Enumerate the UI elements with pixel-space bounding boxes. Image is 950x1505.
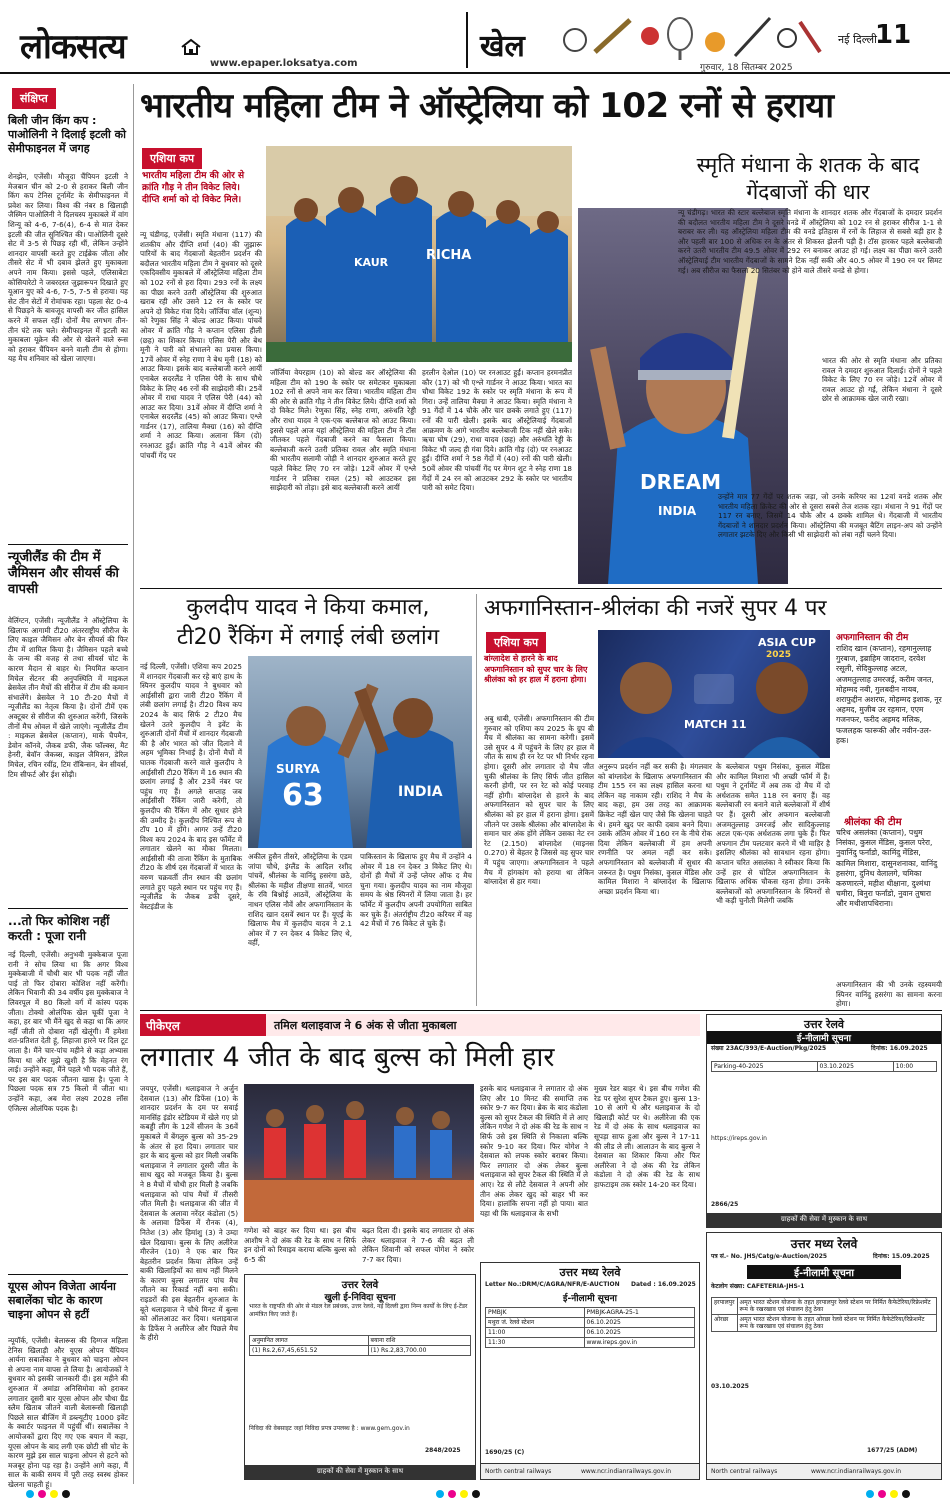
ncr-auction-ad-2 — [706, 1232, 942, 1480]
table-cell: हरपालपुर — [712, 1298, 738, 1315]
tender-footer[interactable]: निविदा की वेबसाइट जहां निविदा प्रपत्र उपलब्ध है : www.gem.gov.in — [249, 1425, 410, 1432]
auction-title: ई-नीलामी सूचना — [707, 1031, 941, 1044]
railway-name: उत्तर रेलवे — [341, 1280, 379, 1291]
kabaddi-photo[interactable] — [244, 1084, 474, 1222]
tender-table — [249, 1335, 471, 1356]
pkl-subhead-box — [266, 1014, 700, 1036]
issue-date: गुरुवार, 18 सितम्बर 2025 — [700, 63, 793, 73]
pkl-body-col5: मुख्य रेडर बाहर थे। इस बीच गणेश की रेड पर सुरेश सुपर टैकल हुए। बुल्स 13-10 से आगे थे और थलाइवाज के दो खिलाड़ी कोर्ट पर थे। अलीरेजा की एक रेड में दो अंक के साथ थलाइवाज का सूपड़ा साफ हुआ और बुल्स ने 17-11 की लीड ले ली। आलाउन के बाद बुल्स ने देसवाल का शिकार किया और फिर अलीरेजा ने दो अंक की रेड लेकिन कंडोला ने दो अंक की रेड के साथ हाफटाइम तक स्कोर 14-20 कर दिया। — [594, 1084, 700, 1189]
social-handle[interactable]: North central railways — [711, 1468, 778, 1475]
railway-website[interactable]: www.ncr.indianrailways.gov.in — [581, 1468, 672, 1475]
divider — [8, 908, 128, 909]
auction-table — [711, 1061, 937, 1072]
column-rule — [476, 594, 477, 1006]
section-title: खेल — [480, 29, 525, 64]
auction-slogan: ग्राहकों की सेवा में मुस्कान के साथ — [780, 1215, 868, 1223]
auction-catalog: केटलोग संख्या: CAFETERIA-JHS-1 — [711, 1283, 805, 1290]
ncr-footer-bar — [481, 1463, 699, 1479]
auction-ref-number: 1677/25 (ADM) — [867, 1447, 918, 1454]
table-header: अनुमानित लागत — [250, 1336, 369, 1346]
table-cell: अमृत भारत स्टेशन योजना के तहत ओरछा रेलवे स्टेशन पर निर्मित कैफेटेरिया/रिफ्रेशमेंट रूम के रखरखाव एवं संचालन हेतु ठेका — [737, 1315, 936, 1332]
auction-ref: पत्र सं.- No. JHS/Catg/e-Auction/2025 — [711, 1253, 828, 1260]
brief-headline-2[interactable]: न्यूजीलैंड की टीम में जैमिसन और सीयर्स की वापसी — [8, 550, 119, 597]
railway-name: उत्तर मध्य रेलवे — [559, 1266, 621, 1279]
ncr-auction-ad-1 — [480, 1262, 700, 1480]
kuldeep-body-col3: पाकिस्तान के खिलाफ हुए मैच में उन्होंने 4 ओवर में 18 रन देकर 3 विकेट लिए थे। दोनों ही मैचों में उन्हें प्लेयर ऑफ द मैच चुना गया। कुलदीप यादव का नाम मौजूदा समय के श्रेष्ठ स्पिनरों में लिया जाता है। हर फॉर्मेट में कुलदीप अपनी उपयोगिता साबित कर चुके हैं। अंतर्राष्ट्रीय टी20 करियर में वह 42 मैचों में 76 विकेट ले चुके हैं। — [360, 852, 472, 929]
graphic-year: 2025 — [766, 650, 792, 660]
jersey-sponsor: DREAM — [640, 470, 722, 494]
home-icon[interactable] — [180, 38, 202, 56]
epaper-url[interactable]: www.epaper.loksatya.com — [210, 58, 358, 69]
brief-headline-4[interactable]: यूएस ओपन विजेता आर्यना सबालेंका चोट के कारण चाइना ओपन से हटीं — [8, 1280, 116, 1321]
table-header: बयाना राशि — [368, 1336, 470, 1346]
railway-name: उत्तर मध्य रेलवे — [790, 1237, 858, 1251]
table-cell: (1) Rs.2,67,45,651.52 — [250, 1346, 369, 1356]
auction-table — [711, 1297, 937, 1332]
brief-body-3: नई दिल्ली, एजेंसी। अनुभवी मुक्केबाज पूजा रानी ने सोच लिया था कि अगर विश्व मुक्केबाजी में चौथी बार भी पदक नहीं जीत पाई तो फिर दोबारा कोशिश नहीं करेंगी। लेकिन भिवानी की 34 वर्षीय इस मुक्केबाज ने लिवरपूल में 80 किलो वर्ग में कांस्य पदक जीता। टोक्यो ओलंपिक खेल चूकीं पूजा ने कहा, हर बार भी मैंने खुद से कहा था कि अगर नहीं जीती तो दोबारा नहीं खेलूंगी। मैं हमेशा शत-प्रतिशत देती हूं, लिहाजा हारने पर दिल टूट जाता है। मैंने चार-पांच महीने से कड़ा अभ्यास किया था और मुझे खुशी है कि मेहनत रंग लाई। उन्होंने कहा, मैंने पहले भी पदक जीते हैं, पर इस बार पदक जीतना खास है। पूजा ने पिछला पदक सत्र 75 किलो में जीता था। उन्होंने कहा, अब मेरा लक्ष्य 2028 लॉस एंजिल्स ओलंपिक पदक है। — [8, 950, 128, 1113]
lead-label: एशिया कप — [142, 148, 202, 169]
graphic-title: ASIA CUP — [758, 636, 816, 649]
afg-team-list: राशिद खान (कप्तान), रहमानुल्लाह गुरबाज, इब्राहिम जादरान, दरवेश रसूली, सेदिकुल्लाह अटल, अजमतुल्लाह उमरजई, करीम जनत, मोहम्मद नबी, गुलबदीन नायब, शराफुद्दीन अशरफ, मोहम्मद इशाक, नूर अहमद, मुजीब उर रहमान, एएम गजनफर, फरीद अहमद मलिक, फजलहक फारूकी और नवीन-उल-हक। — [836, 644, 942, 745]
divider — [8, 1274, 128, 1275]
section-divider — [140, 588, 942, 589]
brief-body-1: शेनझेन, एजेंसी। मौजूदा चैंपियन इटली ने मेजबान चीन को 2-0 से हराकर बिली जीन किंग कप टेनिस टूर्नामेंट के सेमीफाइनल में प्रवेश कर लिया। विश्व की नंबर 8 खिलाड़ी जैस्मिन पाओलिनी ने दिलचस्प मुकाबले में वांग शिन्यू को 4-6, 7-6(4), 6-4 से मात देकर इटली की जीत सुनिश्चित की। पाओलिनी दूसरे सेट में 3-5 से पिछड़ रही थीं, लेकिन उन्होंने शानदार वापसी करते हुए टाईब्रेक जीता और तीसरे सेट में भी दबाव झेलते हुए मुकाबला अपने नाम किया। इससे पहले, एलिसाबेटा कोसियारेटो ने जबरदस्त जुझारूपन दिखाते हुए यूआन युए को 4-6, 7-5, 7-5 से हराया। यह सेट तीन सेटों में रोमांचक रहा। पहला सेट 0-4 से पिछड़ने के बावजूद वापसी कर जीत हासिल करने में सफल रहीं। दोनों मैच लगभग तीन-तीन घंटे तक चले। सेमीफाइनल में इटली का मुकाबला यूक्रेन की ओर से खेलने वाले रूस को हराकर चैंपियन बनने वाली टीम से होगा। यह मैच शनिवार को खेला जाएगा। — [8, 172, 128, 364]
sports-equipment-icon — [555, 12, 825, 62]
kuldeep-body-col2: अकील हुसैन तीसरे, ऑस्ट्रेलिया के एडम जांपा चौथे, इंग्लैंड के आदिल रशीद पांचवें, श्रीलंका के वानिंदु हसरंगा छठे, श्रीलंका के महीश तीक्षणा सातवें, भारत के रवि बिश्नोई आठवें, ऑस्ट्रेलिया के नाथन एलिस नौवें और अफगानिस्तान के राशिद खान दसवें स्थान पर हैं। यूएई के खिलाफ मैच में कुलदीप यादव ने 2.1 ओवर में 7 रन देकर 4 विकेट लिए थे, वहीं, — [248, 852, 352, 948]
kuldeep-headline-line2[interactable]: टी20 रैंकिंग में लगाई लंबी छलांग — [176, 625, 440, 650]
sl-team-title: श्रीलंका की टीम — [844, 817, 902, 828]
table-cell: 06.10.2025 — [584, 1328, 695, 1338]
kuldeep-headline-line1[interactable]: कुलदीप यादव ने किया कमाल, — [186, 595, 430, 620]
railway-website[interactable]: www.ncr.indianrailways.gov.in — [811, 1468, 902, 1475]
afg-body-col2: अनुरूप प्रदर्शन नहीं कर सकी है। मंगलवार को बांग्लादेश के खिलाफ अफगानिस्तान की टीम 155 रन का लक्ष्य हासिल करना था लेकिन वह नाकाम रही। राशिद ने मैच के बाद कहा, हम उस तरह का आक्रामक क्रिकेट नहीं खेल पाए जैसे कि खेलना चाहते थे। हमने खुद पर काफी दबाव बनने दिया। उसके अंतिम ओवर में 160 रन के नीचे रोक दिया लेकिन बल्लेबाजी में हम अपनी रणनीति पर अमल नहीं कर सके। अफगानिस्तान को बल्लेबाजी में सुधार की जरूरत है। पथुम निसंका, कुसल मेंडिस और कामिल मिशारा ने बांग्लादेश के खिलाफ अच्छा प्रदर्शन किया था। — [598, 762, 712, 896]
northern-railway-tender-ad — [244, 1274, 476, 1480]
header-divider — [466, 12, 468, 68]
tender-slogan-bar — [245, 1465, 475, 1479]
pkl-banner — [140, 1014, 700, 1036]
table-cell: अमृत भारत स्टेशन योजना के तहत हरपालपुर रेलवे स्टेशन पर निर्मित कैफेटेरिया/रिफ्रेशमेंट रूम के रखरखाव एवं संचालन हेतु ठेका — [737, 1298, 936, 1315]
graphic-match: MATCH 11 — [684, 718, 747, 731]
table-cell: ओरछा — [712, 1315, 738, 1332]
table-cell: PMBJK-AGRA-25-1 — [584, 1308, 695, 1318]
afg-body-col3: के बल्लेबाज पथुम निसंका, कुसल मेंडिस और कामिल मिशारा भी अच्छी फॉर्म में हैं। पथुम ने टूर्नामेंट में अब तक दो मैच में दो अर्धशतक समेत 118 रन बनाए हैं। वह बल्लेबाजी रन बनाने वाले बल्लेबाजों में शीर्ष पर हैं। दूसरी ओर अफगान बल्लेबाजी अजमतुल्लाह उमरजई और सादिकुल्लाह अटल एक-एक अर्धशतक लगा चुके हैं। फिर अफगान टीम पलटवार करने में भी माहिर है इसलिए श्रीलंका को सावधान रहना होगा। कप्तान चरित असलंका ने स्वीकार किया कि उन्हें हार से चोटिल अफगानिस्तान के खिलाफ अधिक चौकस रहना होगा। उनके बल्लेबाजों को अफगानिस्तान के स्पिनरों से भी कड़ी चुनौती मिलेगी जबकि — [716, 762, 830, 906]
column-rule — [133, 84, 134, 1484]
table-cell: 11:30 — [486, 1338, 585, 1348]
pkl-body-col1: जयपुर, एजेंसी। थलाइवाज ने अर्जुन देसवाल (13) और डिफेंस (10) के शानदार प्रदर्शन के दम पर सवाई मानसिंह इंडोर स्टेडियम में खेले गए प्रो कबड्डी लीग के 12वें सीजन के 36वें मुकाबले में बेंगलुरु बुल्स को 35-29 के अंतर से हरा दिया। लगातार चार हार के बाद बुल्स को हार मिली जबकि थलाइवाज ने लगातार दूसरी जीत के साथ खुद को मजबूत किया है। बुल्स ने 8 मैचों में चौथी हार मिली है जबकि थलाइवाज को पांच मैचों में तीसरी जीत मिली है। थलाइवाज की जीत में देसवाल के अलावा नरेंदर कंडोला (5) के अलावा डिफेंस में रौनक (4), नितेश (3) और हिमांशु (3) ने उम्दा खेल दिखाया। बुल्स के लिए अलीरेज मीरजेन (10) ने एक बार फिर बेहतरीन प्रदर्शन किया लेकिन उन्हें बाकी खिलाड़ियों का साथ नहीं मिलने के कारण बुल्स लगातार पांच मैच जीतने का रिकार्ड नहीं बना सकी। राइडरों की इस बेहतरीन शुरुआत के बूते थलाइवाज ने चौथे मिनट में बुल्स को ऑलआउट कर दिया। थलाइवाज के डिफेंस ने अलीरेज और पिछले मैच के हीरो — [140, 1084, 238, 1343]
auction-website[interactable]: https://ireps.gov.in — [711, 1135, 767, 1142]
pkl-subhead: तमिल थलाइवाज ने 6 अंक से जीता मुकाबला — [274, 1019, 457, 1032]
table-cell: PMBJK — [486, 1308, 585, 1318]
auction-date: 03.10.2025 — [711, 1383, 749, 1390]
jersey-name: SURYA — [276, 762, 320, 776]
jersey-name: RICHA — [426, 248, 472, 263]
mandhana-story — [578, 146, 942, 584]
divider — [8, 544, 128, 545]
jersey-name: KAUR — [354, 256, 389, 269]
brief-body-2: वेलिंग्टन, एजेंसी। न्यूजीलैंड ने ऑस्ट्रेलिया के खिलाफ आगामी टी20 अंतरराष्ट्रीय सीरीज के लिए काइल जैमिसन और बेन सीयर्स की फिर टीम में शामिल किया है। जैमिसन पहले बच्चे के जन्म की वजह से तथा सीयर्स चोट के कारण मैदान से बाहर थे। नियमित कप्तान मिचेल सेंटनर की अनुपस्थिति में माइकल ब्रेसवेल तीन मैचों की सीरीज में टीम की कमान संभालेंगे। ब्रेसवेल ने 10 टी-20 मैचों में न्यूजीलैंड का नेतृत्व किया है। दोनों टीमें एक अक्टूबर से सीरीज की शुरुआत करेंगी, जिसके तीनों मैच ओवल में खेले जाएंगे। न्यूजीलैंड टीम : माइकल ब्रेसवेल (कप्तान), मार्क चैपमैन, डेवोन कॉनवे, जैकब डफी, जैक फॉल्क्स, मैट हेनरी, बेवॉन जैकब्स, काइल जैमिसन, डेरिल मिचेल, रचिन रवींद्र, टिम रॉबिन्सन, बेन सीयर्स, टिम सीफर्ट और ईश सोढ़ी। — [8, 616, 128, 779]
afg-label: एशिया कप — [486, 632, 546, 653]
pkl-body-col4: इसके बाद थलाइवाज ने लगातार दो अंक लिए और 10 मिनट की समाप्ति तक स्कोर 9-7 कर दिया। ब्रेक के बाद कंडोला बुल्स को सुपर टैकल की स्थिति में ले आए लेकिन गणेश ने दो अंक की रेड के साथ न सिर्फ उसे इस स्थिति से निकाला बल्कि स्कोर 9-10 कर दिया। फिर योगेश ने देसवाल को लपक स्कोर बराबर किया। फिर लगातार दो अंक लेकर बुल्स थलाइवाज को सुपर टैकल की स्थिति में ले आए। रेड से लौटे देसवाल ने अपनी ओर तीन अंक लेकर खुद को बाहर भी कर दिया। हालांकि सपना नहीं हो पाया। बात यहा थी कि थलाइवाज के सभी — [480, 1084, 588, 1218]
table-cell: 06.10.2025 — [584, 1318, 695, 1328]
table-cell: 11:00 — [486, 1328, 585, 1338]
brief-body-4: न्यूयॉर्क, एजेंसी। बेलारूस की दिग्गज महिला टेनिस खिलाड़ी और यूएस ओपन चैंपियन आर्यना सबालेंका ने बुधवार को चाइना ओपन से अपना नाम वापस ले लिया है। आयोजकों ने बुधवार को इसकी जानकारी दी। इस महीने की शुरुआत में अमांडा अनिसिमोवा को हराकर लगातार दूसरी बार यूएस ओपन और चौथा ग्रैंड स्लैम खिताब जीतने वाली बेलारूसी खिलाड़ी पिछले साल बीजिंग में डब्ल्यूटीए 1000 इवेंट के क्वार्टर फाइनल में पहुंचीं थीं। सबालेंका ने आयोजकों द्वारा दिए गए एक बयान में कहा, यूएस ओपन के बाद लगी एक छोटी सी चोट के कारण मुझे इस साल चाइना ओपन से हटने को मजबूर होना पड़ रहा है। उन्होंने आगे कहा, मैं साल के बाकी समय में पूरी तरह स्वस्थ होकर खेलना चाहती हूं। — [8, 1336, 128, 1489]
pkl-body-col3: बढ़त दिला दी। इसके बाद लगातार दो अंक लेकर थलाइवाज ने 7-6 की बढ़त ली लेकिन शिवानी को सफल योगेश ने स्कोर 7-7 कर दिया। — [362, 1226, 474, 1264]
edition-city: नई दिल्ली — [838, 33, 877, 46]
mandhana-body-bottom: उन्होंने मात्र 77 गेंदों पर शतक जड़ा, जो उनके करियर का 12वां वनडे शतक और भारतीय महिला क्रिकेट की ओर से दूसरा सबसे तेज शतक रहा। मंधाना ने 91 गेंदों पर 117 रन बनाए, जिसमें 14 चौके और 4 छक्के शामिल थे। गेंदबाजी में भारतीय गेंदबाजों ने शानदार प्रदर्शन किया। ऑस्ट्रेलिया की मजबूत बैटिंग लाइन-अप को उन्होंने लगातार झटके दिए और किसी भी साझेदारी को लंबा नहीं चलने दिया। — [718, 492, 942, 540]
jersey-number: 63 — [282, 778, 324, 813]
lead-highlight: भारतीय महिला टीम की ओर से क्रांति गौड़ ने तीन विकेट लिये। दीप्ति शर्मा को दो विकेट मिले। — [142, 171, 245, 205]
afg-body-col1: अबु धाबी, एजेंसी। अफगानिस्तान की टीम गुरुवार को एशिया कप 2025 के ग्रुप बी मैच में श्रीलंका का सामना करेगी। इसमें उसे सुपर 4 में पहुंचने के लिए हर हाल में जीत के साथ ही रन रेट पर भी निर्भर रहना होगा। दूसरी ओर लगातार दो मैच जीत चुकी श्रीलंका के लिए सिर्फ जीत हासिल करनी होगी, पर रन रेट को कोई परवाह नहीं होगी। बांग्लादेश से हारने के बाद अफगानिस्तान को सुपर चार के लिए श्रीलंका को हर हाल में हराना होगा। इसमें जीतने पर उसके श्रीलंका और बांग्लादेश के समान चार अंक होंगे लेकिन उसका नेट रन रेट (2.150) बांग्लादेश (माइनस 0.270) से बेहतर है जिससे वह सुपर चार में पहुंच जाएगा। अफगानिस्तान ने पहले मैच में हांगकांग को हराया था लेकिन बांग्लादेश से हार गया। — [484, 714, 594, 887]
tender-number: 2848/2025 — [425, 1447, 461, 1454]
team-lists — [836, 630, 942, 1009]
team-celebration-photo[interactable] — [266, 146, 572, 362]
mandhana-body-top: न्यू चंडीगढ़। भारत की स्टार बल्लेबाज स्मृति मंधाना के शानदार शतक और गेंदबाजों के दमदार प्रदर्शन की बदौलत भारतीय महिला टीम ने दूसरे वनडे में ऑस्ट्रेलिया को 102 रन से हराकर सीरीज 1-1 से बराबर कर ली। यह ऑस्ट्रेलिया महिला टीम की वनडे इतिहास में रनों के लिहाज से सबसे बड़ी हार है और पहली बार 100 से अधिक रन के अंतर से शिकस्त झेलनी पड़ी है। टॉस हारकर पहले बल्लेबाजी करने उतरी भारतीय टीम 49.5 ओवर में 292 रन बनाकर आउट हो गई। लक्ष्य का पीछा करने उतरी ऑस्ट्रेलियाई टीम भारतीय गेंदबाजों के सामने टिक नहीं सकी और 40.5 ओवर में 190 रन पर सिमट गई। अब सीरीज का फैसला 20 सितंबर को होने वाले तीसरे वनडे से होगा। — [678, 208, 942, 275]
mandhana-headline[interactable]: स्मृति मंधाना के शतक के बाद गेंदबाजों की धार — [696, 153, 920, 204]
auction-dated: दिनांक: 16.09.2025 — [871, 1045, 928, 1052]
ncr-footer-bar — [707, 1463, 941, 1479]
pkl-label: पीकेएल — [146, 1019, 180, 1033]
auction-ref-number: 2866/25 — [711, 1201, 739, 1208]
lead-body-col2: जॉर्जिया वेयरहाम (10) को बोल्ड कर ऑस्ट्रेलिया की महिला टीम को 190 के स्कोर पर समेटकर मुकाबला 102 रनों से अपने नाम कर लिया। भारतीय महिला टीम की ओर से क्रांति गौड़ ने तीन विकेट लिये। दीप्ति शर्मा को दो विकेट मिले। रेणुका सिंह, स्नेह राणा, अरुंधति रेड्डी और राधा यादव ने एक-एक बल्लेबाज को आउट किया। इससे पहले आज यहां ऑस्ट्रेलिया की महिला टीम ने टॉस जीतकर पहले गेंदबाजी करने का फैसला किया। बल्लेबाजी करने उतरी प्रतिका रावल और स्मृति मंधाना की भारतीय सलामी जोड़ी ने शानदार शुरुआत करते हुए पहले विकेट लिए 70 रन जोड़े। 12वें ओवर में एश्ले गार्डनर ने प्रतिका रावल (25) को आउटकर इस साझेदारी को तोड़ा। इसे बाद बल्लेबाजी करने आयीं — [270, 368, 416, 493]
table-cell: 03.10.2025 — [817, 1062, 893, 1072]
pkl-body-col2: गणेश को बाहर कर दिया था। इस बीच आशीष ने दो अंक की रेड के साथ न सिर्फ इन दोनों को रिवाइव कराया बल्कि बुल्स को 6-5 की — [244, 1226, 356, 1264]
sl-team-list: चरिथ असलंका (कप्तान), पथुम निसंका, कुसल मेंडिस, कुसल परेरा, नुवानिंदु फर्नांडो, कामिंदु मेंडिस, कामिल मिशारा, दासुनशनाका, वानिंदु हसरंगा, दुनिथ वेलालगे, चमिका करुणारत्ने, महीश थीक्षाना, दुश्मंथा चमीरा, बिनुरा फर्नांडो, नुवान तुषारा और मथीशापथिराना। — [836, 828, 938, 909]
auction-number-line: संख्या 23AC/393/E-Auction/Pkg/2025 — [711, 1045, 827, 1052]
auction-title: ई-नीलामी सूचना — [747, 1265, 901, 1279]
lead-body-col1: न्यू चंडीगढ़, एजेंसी। स्मृति मंधाना (117) की शतकीय और दीप्ति शर्मा (40) की जुझारू पारियों के बाद गेंदबाजों बेहतरीन प्रदर्शन की बदौलत भारतीय महिला टीम ने बुधवार को दूसरे एकदिवसीय मुकाबले में ऑस्ट्रेलिया महिला टीम को 102 रनों से हरा दिया। 293 रनों के लक्ष्य का पीछा करने उतरी ऑस्ट्रेलिया की शुरुआत खराब रही और उसने 12 रन के स्कोर पर अपने दो विकेट गंवा दिये। जॉर्जिया वॉल (शून्य) को रेणुका सिंह ने बोल्ड आउट किया। पांचवें ओवर में क्रांति गौड़ ने कप्तान एलिसा हीली (छह) का शिकार किया। एलिस पेरी और बेथ मूनी ने पारी को संभालने का प्रयास किया। 17वें ओवर में स्नेह राणा ने बेथ मूनी (18) को आउट किया। इसके बाद बल्लेबाजी करने आयीं एनाबेल सदरलैंड ने एलिस पेरी के साथ चौथे विकेट के लिए 46 रनों की साझेदारी की। 25वें ओवर में राधा यादव ने एलिस पेरी (44) को आउट कर दिया। 31वें ओवर में दीप्ति शर्मा ने एनाबेल सदरलैंड (45) को आउट किया। एश्ले गार्डनर (17), तालिया मैक्ग्रा (16) को दीप्ति शर्मा ने आउट किया। अलाना किंग (दो) रनआउट हुईं। क्रांति गौड़ ने 41वें ओवर की पांचवीं गेंद पर — [140, 230, 262, 460]
afg-headline[interactable]: अफगानिस्तान-श्रीलंका की नजरें सुपर 4 पर — [484, 596, 827, 621]
page-number: 11 — [875, 20, 912, 50]
auction-number: 1690/25 (C) — [485, 1449, 525, 1456]
slogan-bar — [707, 1213, 941, 1227]
afg-team-title: अफगानिस्तान की टीम — [836, 633, 909, 643]
afg-closing: अफगानिस्तान की भी उनके रहस्यमयी स्पिनर वानिंदु हसरंगा का सामना करना होगा। — [836, 980, 942, 1009]
section-divider — [140, 1010, 942, 1011]
newspaper-logo[interactable]: लोकसत्य — [20, 27, 126, 67]
northern-railway-auction-ad — [706, 1014, 942, 1228]
lead-body-col3: हरलीन देओल (10) पर रनआउट हुईं। कप्तान हरमनप्रीत कौर (17) को भी एश्ले गार्डनर ने आउट किया। भारत का चौथा विकेट 192 के स्कोर पर स्मृति मंधाना के रूप में गिरा। उन्हें तालिया मैक्ग्रा ने आउट किया। स्मृति मंधाना ने 91 गेंदों में 14 चौके और चार छक्के लगाते हुए (117) रनों की पारी खेली। इसके बाद ऑस्ट्रेलियाई गेंदबाजों आक्रमण के आगे भारतीय बल्लेबाजी टिक नहीं खेले सके। ऋचा घोष (29), राधा यादव (छह) और अरुंधति रेड्डी के विकेट भी जल्द ही गंवा दिये। क्रांति गौड़ (दो) पर रनआउट हुईं। दीप्ति शर्मा ने 58 गेंदों में (40) रनों की पारी खेली। 50वें ओवर की पांचवीं गेंद पर मेगन शुट ने स्नेह राणा 18 गेंदों में 24 रन को आउटकर 292 के स्कोर पर भारतीय पारी को समेट दिया। — [422, 368, 572, 493]
tender-title: खुली ई-निविदा सूचना — [324, 1293, 396, 1303]
auction-letter: Letter No.:DRM/C/AGRA/NFR/E-AUCTION — [485, 1281, 620, 1288]
mandhana-body-right: भारत की ओर से स्मृति मंधाना और प्रतिका रावल ने दमदार शुरुआत दिलाई। दोनों ने पहले विकेट के लिए 70 रन जोड़े। 12वें ओवर में रावल आउट हो गईं, लेकिन मंधाना ने दूसरे छोर से आक्रामक खेल जारी रखा। — [822, 356, 942, 404]
jersey-team: INDIA — [398, 784, 443, 800]
masthead — [0, 0, 950, 74]
kuldeep-celebration-photo[interactable] — [248, 656, 472, 848]
tender-intro: भारत के राष्ट्रपति की ओर से मंडल रेल प्रबंधक, उत्तर रेलवे, नई दिल्ली द्वारा निम्न कार्यों के लिए ई-टेंडर आमंत्रित किए जाते हैं। — [249, 1303, 468, 1318]
railway-name: उत्तर रेलवे — [803, 1018, 845, 1031]
table-cell: Parking-40-2025 — [712, 1062, 818, 1072]
table-cell: (1) Rs.2,83,700.00 — [368, 1346, 470, 1356]
tender-slogan: ग्राहकों की सेवा में मुस्कान के साथ — [316, 1467, 404, 1475]
registration-marks — [0, 1486, 950, 1500]
auction-table — [485, 1307, 695, 1348]
afg-highlight: बांग्लादेश से हारने के बाद अफगानिस्तान को सुपर चार के लिए श्रीलंका को हर हाल में हराना होगा। — [484, 654, 588, 684]
pkl-headline[interactable]: लगातार 4 जीत के बाद बुल्स को मिली हार — [140, 1042, 555, 1073]
auction-title: ई-नीलामी सूचना — [563, 1294, 617, 1304]
auction-dated: Dated : 16.09.2025 — [631, 1281, 696, 1288]
asia-cup-match-graphic[interactable] — [598, 630, 830, 758]
lead-headline[interactable]: भारतीय महिला टीम ने ऑस्ट्रेलिया को 102 रनों से हराया — [140, 86, 834, 126]
auction-dated: दिनांक: 15.09.2025 — [873, 1253, 930, 1260]
social-handle[interactable]: North central railways — [485, 1468, 552, 1475]
table-cell: 10:00 — [893, 1062, 936, 1072]
table-cell[interactable]: www.ireps.gov.in — [584, 1338, 695, 1348]
jersey-team: INDIA — [658, 504, 697, 518]
kuldeep-body-col1: नई दिल्ली, एजेंसी। एशिया कप 2025 में शानदार गेंदबाजी कर रहे बाएं हाथ के स्पिनर कुलदीप यादव ने बुधवार को आईसीसी द्वारा जारी टी20 रैंकिंग में लंबी छलांग लगाई है। टी20 विश्व कप 2024 के बाद सिर्फ 2 टी20 मैच खेलने उतरे कुलदीप ने इवेंट के शुरुआती दोनों मैचों में शानदार गेंदबाजी की है और भारत को जीत दिलाने में अहम भूमिका निभाई है। दोनों मैचों में घातक गेंदबाजी करने वाले कुलदीप ने आईसीसी टी20 रैंकिंग में 16 स्थान की छलांग लगाई है और 23वें नंबर पर पहुंच गए हैं। अगले सप्ताह जब आईसीसी रैंकिंग जारी करेगी, तो कुलदीप की रैंकिंग में और सुधार होने की उम्मीद है। कुलदीप निश्चित रूप से टॉप 10 में होंगे। आगर उन्हें टी20 विश्व कप 2024 के बाद इस फॉर्मेट में लगातार खेलने का मौका मिलता। आईसीसी की ताजा रैंकिंग के मुताबिक टी20 के शीर्ष दस गेंदबाजों में भारत के वरुण चक्रवर्ती तीन स्थान की छलांग लगाते हुए पहले स्थान पर पहुंच गए हैं। न्यूजीलैंड के जैकब डफी दूसरे, वेस्टइंडीज के — [140, 662, 242, 911]
brief-headline-3[interactable]: ...तो फिर कोशिश नहीं करती : पूजा रानी — [8, 914, 110, 943]
brief-headline-1[interactable]: बिली जीन किंग कप : पाओलिनी ने दिलाई इटली को सेमीफाइनल में जगह — [8, 114, 126, 155]
table-cell: मथुरा जं. रेलवे स्टेशन — [486, 1318, 585, 1328]
brief-label: संक्षिप्त — [12, 88, 56, 109]
sidebar — [8, 84, 128, 1489]
